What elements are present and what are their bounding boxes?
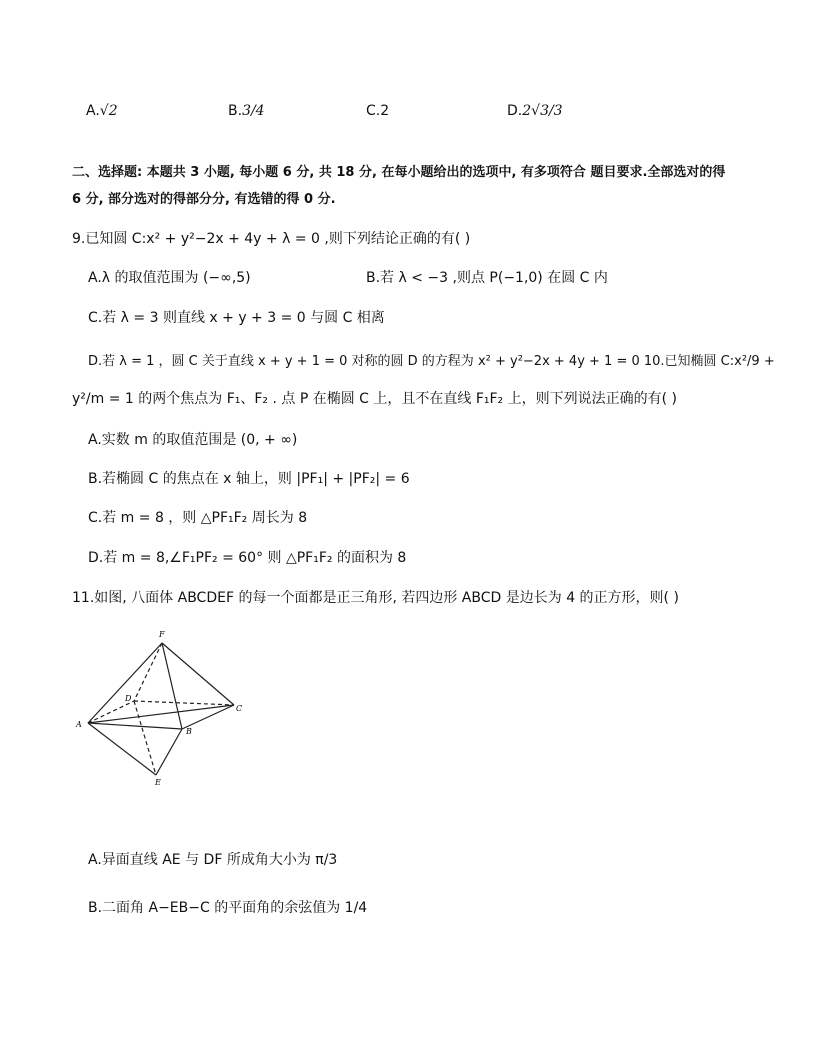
q10-option-c: C.若 m = 8 ，则 △PF₁F₂ 周长为 8 xyxy=(88,510,308,526)
q11-stem: 11.如图, 八面体 ABCDEF 的每一个面都是正三角形, 若四边形 ABCD 是边长为 4 的正方形，则( ) xyxy=(72,590,679,606)
option-b: B.3/4 xyxy=(228,103,265,119)
q11-option-b: B.二面角 A−EB−C 的平面角的余弦值为 1/4 xyxy=(88,900,368,916)
option-d: D.2√3/3 xyxy=(507,103,563,119)
q10-option-d: D.若 m = 8,∠F₁PF₂ = 60° 则 △PF₁F₂ 的面积为 8 xyxy=(88,550,407,566)
edge-fa xyxy=(88,643,162,723)
option-a: A.√2 xyxy=(86,103,118,119)
section2-line2: 6 分, 部分选对的得部分分, 有选错的得 0 分. xyxy=(72,192,336,207)
edge-ab xyxy=(88,723,182,729)
vertex-label-f: F xyxy=(159,630,165,639)
edge-dc xyxy=(134,701,234,705)
q10-option-a: A.实数 m 的取值范围是 (0, + ∞) xyxy=(88,432,298,448)
edge-ac xyxy=(88,705,234,723)
edge-fd xyxy=(134,643,162,701)
q9-option-a: A.λ 的取值范围为 (−∞,5) xyxy=(88,270,251,286)
edge-eb xyxy=(156,729,182,775)
q10-stem: y²/m = 1 的两个焦点为 F₁、F₂ . 点 P 在椭圆 C 上，且不在直线 F₁F₂ 上，则下列说法正确的有( ) xyxy=(72,391,677,407)
section2-line1: 二、选择题: 本题共 3 小题, 每小题 6 分, 共 18 分, 在每小题给出的选项中, 有多项符合 题目要求.全部选对的得 xyxy=(72,165,726,180)
q11-option-a: A.异面直线 AE 与 DF 所成角大小为 π/3 xyxy=(88,852,338,868)
vertex-label-d: D xyxy=(125,694,132,703)
q9-option-c: C.若 λ = 3 则直线 x + y + 3 = 0 与圆 C 相离 xyxy=(88,310,385,326)
vertex-label-c: C xyxy=(236,704,243,713)
octahedron-figure xyxy=(70,625,260,795)
edge-fc xyxy=(162,643,234,705)
edge-de xyxy=(134,701,156,775)
vertex-label-e: E xyxy=(155,778,161,787)
option-c: C.2 xyxy=(366,103,390,119)
edge-ea xyxy=(88,723,156,775)
q9-option-d: D.若 λ = 1 ，圆 C 关于直线 x + y + 1 = 0 对称的圆 D 的方程为 x² + y²−2x + 4y + 1 = 0 10.已知椭圆 C:x²/9 + xyxy=(88,354,775,369)
q9-option-b: B.若 λ < −3 ,则点 P(−1,0) 在圆 C 内 xyxy=(366,270,608,286)
q10-option-b: B.若椭圆 C 的焦点在 x 轴上，则 |PF₁| + |PF₂| = 6 xyxy=(88,471,410,487)
q9-stem: 9.已知圆 C:x² + y²−2x + 4y + λ = 0 ,则下列结论正确的有( ) xyxy=(72,231,471,247)
edge-fb xyxy=(162,643,182,729)
vertex-label-a: A xyxy=(76,720,82,729)
vertex-label-b: B xyxy=(186,727,192,736)
